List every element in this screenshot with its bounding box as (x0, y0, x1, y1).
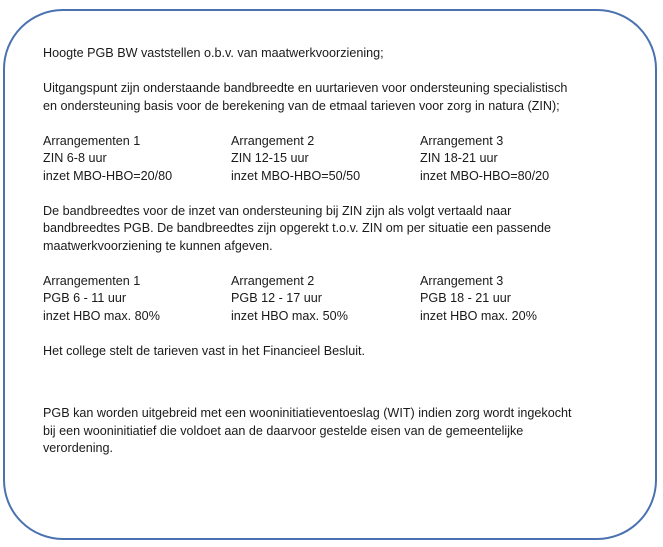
arrangement-inzet: inzet HBO max. 80% (43, 308, 160, 323)
arrangement-inzet: inzet MBO-HBO=20/80 (43, 168, 173, 183)
arrangement-hours: PGB 12 - 17 uur (231, 291, 323, 305)
arrangement-hours: ZIN 18-21 uur (420, 151, 498, 165)
intro-line-1: Uitgangspunt zijn onderstaande bandbreedte en uurtarieven voor ondersteuning specialistisch (43, 81, 568, 95)
wit-line-3: verordening. (43, 441, 114, 455)
document-body (43, 45, 643, 458)
arrangement-title: Arrangement 2 (231, 133, 315, 148)
arrangement-inzet: inzet HBO max. 50% (231, 308, 348, 323)
college-statement: Het college stelt de tarieven vast in het Financieel Besluit. (43, 343, 366, 358)
arrangement-title: Arrangement 3 (420, 273, 504, 288)
pgb-arrangement-2 (231, 273, 348, 326)
zin-arrangements (43, 133, 643, 186)
arrangement-hours: ZIN 12-15 uur (231, 151, 309, 165)
intro-line-2: en ondersteuning basis voor de berekening van de etmaal tarieven voor zorg in natura (ZIN); (43, 98, 560, 113)
pgb-intro-line-1: De bandbreedtes voor de inzet van ondersteuning bij ZIN zijn als volgt vertaald naar (43, 203, 512, 218)
arrangement-inzet: inzet MBO-HBO=80/20 (420, 168, 550, 183)
pgb-intro-line-2: bandbreedtes PGB. De bandbreedtes zijn opgerekt t.o.v. ZIN om per situatie een passende (43, 221, 552, 235)
pgb-arrangement-1 (43, 273, 160, 326)
pgb-arrangement-3 (420, 273, 537, 326)
arrangement-hours: PGB 18 - 21 uur (420, 291, 512, 305)
heading: Hoogte PGB BW vaststellen o.b.v. van maatwerkvoorziening; (43, 46, 384, 60)
zin-arrangement-1 (43, 133, 172, 186)
pgb-intro-line-3: maatwerkvoorziening te kunnen afgeven. (43, 238, 273, 253)
arrangement-hours: ZIN 6-8 uur (43, 151, 107, 165)
zin-arrangement-2 (231, 133, 360, 186)
arrangement-inzet: inzet MBO-HBO=50/50 (231, 168, 361, 183)
pgb-arrangements (43, 273, 643, 326)
wit-line-1: PGB kan worden uitgebreid met een wooninitiatieventoeslag (WIT) indien zorg wordt ingekocht (43, 406, 572, 420)
wit-line-2: bij een wooninitiatief die voldoet aan de daarvoor gestelde eisen van de gemeentelijke (43, 423, 524, 438)
arrangement-hours: PGB 6 - 11 uur (43, 291, 127, 305)
zin-arrangement-3 (420, 133, 549, 186)
arrangement-title: Arrangementen 1 (43, 133, 141, 148)
arrangement-title: Arrangement 2 (231, 273, 315, 288)
arrangement-title: Arrangement 3 (420, 133, 504, 148)
arrangement-inzet: inzet HBO max. 20% (420, 308, 537, 323)
arrangement-title: Arrangementen 1 (43, 273, 141, 288)
